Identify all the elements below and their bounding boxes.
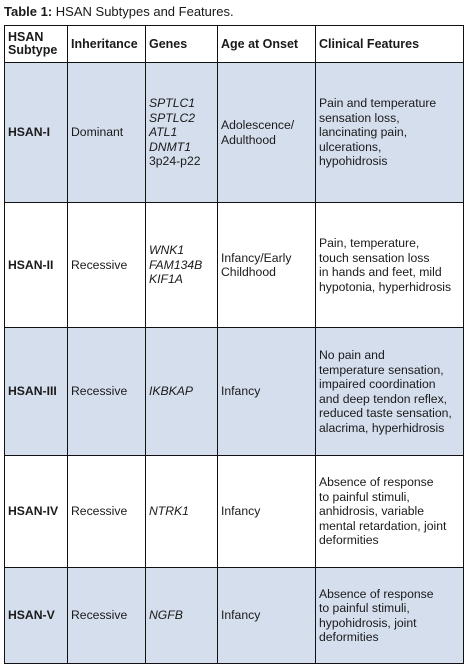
cell-onset: Adolescence/ Adulthood	[218, 63, 316, 203]
header-subtype: HSAN Subtype	[5, 26, 68, 63]
cell-inheritance: Recessive	[68, 328, 146, 456]
table-caption	[4, 4, 234, 20]
cell-features: Pain and temperature sensation loss, lancinating pain, ulcerations, hypohidrosis	[316, 63, 464, 203]
cell-genes	[146, 63, 218, 203]
gene-item: SPTLC1	[149, 96, 196, 111]
table-row	[5, 456, 464, 568]
cell-inheritance: Recessive	[68, 568, 146, 664]
cell-inheritance: Recessive	[68, 203, 146, 328]
cell-genes	[146, 456, 218, 568]
caption-text: HSAN Subtypes and Features.	[55, 4, 234, 19]
cell-subtype: HSAN-IV	[5, 456, 68, 568]
cell-subtype: HSAN-II	[5, 203, 68, 328]
cell-features: No pain and temperature sensation, impaired coordination and deep tendon reflex, reduced taste sensation, alacrima, hyperhidrosis	[316, 328, 464, 456]
cell-features: Pain, temperature, touch sensation loss in hands and feet, mild hypotonia, hyperhidrosis	[316, 203, 464, 328]
cell-subtype: HSAN-V	[5, 568, 68, 664]
header-row	[5, 26, 464, 63]
gene-item: IKBKAP	[149, 384, 194, 399]
cell-features: Absence of response to painful stimuli, anhidrosis, variable mental retardation, joint deformities	[316, 456, 464, 568]
caption-label: Table 1:	[4, 4, 53, 19]
header-features: Clinical Features	[316, 26, 464, 63]
cell-onset: Infancy	[218, 328, 316, 456]
cell-genes	[146, 568, 218, 664]
cell-onset: Infancy	[218, 568, 316, 664]
cell-subtype: HSAN-I	[5, 63, 68, 203]
hsan-table	[4, 25, 464, 664]
table-row	[5, 328, 464, 456]
cell-subtype: HSAN-III	[5, 328, 68, 456]
table-row	[5, 203, 464, 328]
header-inheritance: Inheritance	[68, 26, 146, 63]
cell-onset: Infancy/Early Childhood	[218, 203, 316, 328]
gene-item: KIF1A	[149, 272, 183, 287]
cell-genes	[146, 203, 218, 328]
gene-item: WNK1	[149, 243, 185, 258]
table-row	[5, 568, 464, 664]
table-row	[5, 63, 464, 203]
cell-inheritance: Recessive	[68, 456, 146, 568]
cell-inheritance: Dominant	[68, 63, 146, 203]
gene-item: NGFB	[149, 608, 183, 623]
gene-item: FAM134B	[149, 257, 203, 272]
gene-item: NTRK1	[149, 504, 189, 519]
gene-item: DNMT1	[149, 139, 191, 154]
cell-features: Absence of response to painful stimuli, hypohidrosis, joint deformities	[316, 568, 464, 664]
gene-item: SPTLC2	[149, 110, 196, 125]
header-onset: Age at Onset	[218, 26, 316, 63]
cell-onset: Infancy	[218, 456, 316, 568]
header-genes: Genes	[146, 26, 218, 63]
cell-genes	[146, 328, 218, 456]
gene-item: ATL1	[149, 125, 178, 140]
gene-locus: 3p24-p22	[149, 154, 201, 169]
